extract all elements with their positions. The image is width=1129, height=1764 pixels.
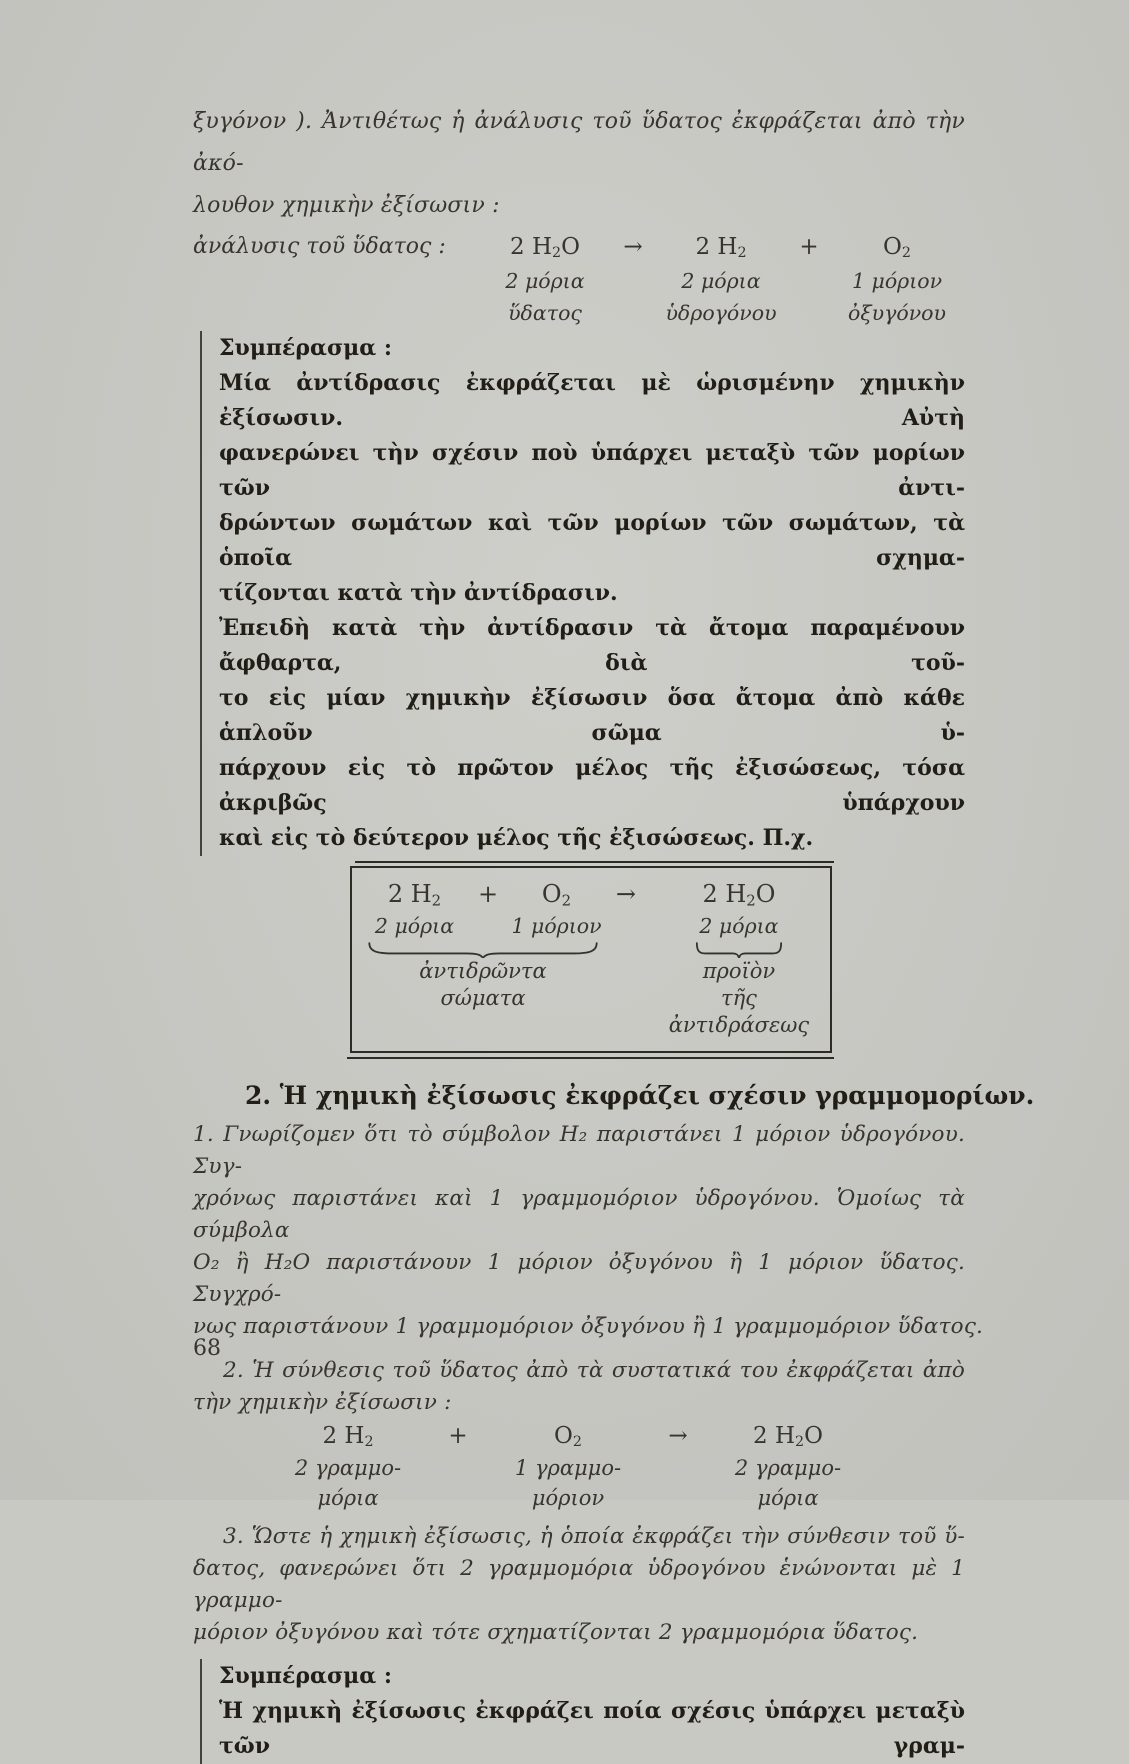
conclusion-line: το εἰς μίαν χημικὴν ἐξίσωσιν ὅσα ἄτομα ἀπὸ κάθε ἁπλοῦν σῶμα ὑ- bbox=[219, 685, 965, 746]
text-line: νως παριστάνουν 1 γραμμομόριον ὀξυγόνου ἢ 1 γραμμομόριον ὕδατος. bbox=[193, 1314, 984, 1339]
text-line: O₂ ἢ H₂O παριστάνουν 1 μόριον ὀξυγόνου ἢ 1 μόριον ὕδατος. Συγχρό- bbox=[193, 1250, 965, 1307]
formula-water: 2 $H_2O$ bbox=[510, 234, 580, 262]
equation-label: ἀνάλυσις τοῦ ὕδατος : bbox=[193, 234, 446, 259]
text-line: χρόνως παριστάνει καὶ 1 γραμμομόριον ὑδρογόνου. Ὁμοίως τὰ σύμβολα bbox=[193, 1186, 965, 1243]
intro-line: λουθον χημικὴν ἐξίσωσιν : bbox=[193, 193, 500, 218]
conclusion-line: φανερώνει τὴν σχέσιν ποὺ ὑπάρχει μεταξὺ τῶν μορίων τῶν ἀντι- bbox=[219, 440, 965, 501]
arrow-symbol: → bbox=[623, 234, 643, 260]
term-count: μόριον bbox=[531, 1486, 605, 1510]
text-line: τὴν χημικὴν ἐξίσωσιν : bbox=[193, 1390, 452, 1415]
conclusion-block-1 bbox=[200, 331, 965, 856]
reaction-box bbox=[350, 866, 832, 1053]
paragraph-3 bbox=[193, 1521, 965, 1649]
plus-symbol: + bbox=[799, 234, 819, 260]
term-oxygen bbox=[493, 1419, 643, 1513]
conclusion-line: Ἐπειδὴ κατὰ τὴν ἀντίδρασιν τὰ ἄτομα παραμένουν ἄφθαρτα, διὰ τοῦ- bbox=[219, 615, 965, 676]
term-name: ὕδατος bbox=[508, 301, 582, 325]
arrow-symbol: → bbox=[668, 1423, 688, 1449]
term-count: 2 μόρια bbox=[699, 914, 779, 938]
formula-hydrogen: 2 $H_2$ bbox=[695, 234, 747, 262]
text-line: μόριον ὀξυγόνου καὶ τότε σχηματίζονται 2 γραμμομόρια ὕδατος. bbox=[193, 1620, 919, 1645]
text-line: 3. Ὥστε ἡ χημικὴ ἐξίσωσις, ἡ ὁποία ἐκφράζει τὴν σύνθεσιν τοῦ ὕ- bbox=[223, 1524, 965, 1549]
term-count: 1 μόριον bbox=[851, 269, 943, 293]
term-count: 2 μόρια bbox=[505, 269, 585, 293]
paragraph-2 bbox=[193, 1355, 965, 1419]
term-count: μόρια bbox=[757, 1486, 819, 1510]
term-water bbox=[664, 876, 814, 940]
reactants-label: ἀντιδρῶντα bbox=[419, 959, 547, 983]
formula-water: 2 $H_2O$ bbox=[753, 1423, 823, 1451]
formula-oxygen: $O_2$ bbox=[554, 1423, 582, 1451]
text-line: 2. Ἡ σύνθεσις τοῦ ὕδατος ἀπὸ τὰ συστατικά του ἐκφράζεται ἀπὸ bbox=[223, 1358, 965, 1383]
conclusion-line: πάρχουν εἰς τὸ πρῶτον μέλος τῆς ἐξισώσεως, τόσα ἀκριβῶς ὑπάρχουν bbox=[219, 755, 965, 816]
conclusion-line: Ἡ χημικὴ ἐξίσωσις ἐκφράζει ποία σχέσις ὑπάρχει μεταξὺ τῶν γραμ- bbox=[219, 1698, 965, 1759]
plus-symbol: + bbox=[448, 1423, 468, 1449]
term-oxygen bbox=[509, 876, 604, 940]
term-name: ὑδρογόνου bbox=[665, 301, 777, 325]
term-count: 2 μόρια bbox=[681, 269, 761, 293]
reactants-label: σώματα bbox=[440, 986, 526, 1010]
term-water bbox=[485, 229, 605, 329]
page-content bbox=[193, 101, 1035, 1764]
intro-paragraph bbox=[193, 101, 965, 227]
plus-symbol: + bbox=[477, 880, 499, 908]
term-hydrogen bbox=[273, 1419, 423, 1513]
formula-water: 2 $H_2O$ bbox=[702, 880, 776, 910]
conclusion-title: Συμπέρασμα : bbox=[219, 335, 392, 361]
term-hydrogen bbox=[362, 876, 467, 940]
term-hydrogen bbox=[661, 229, 781, 329]
product-label: τῆς ἀντιδράσεως bbox=[668, 986, 810, 1037]
term-name: ὀξυγόνου bbox=[848, 301, 946, 325]
term-count: μόρια bbox=[317, 1486, 379, 1510]
term-water bbox=[713, 1419, 863, 1513]
underbrace bbox=[367, 942, 599, 958]
term-count: 2 γραμμο- bbox=[734, 1456, 842, 1480]
formula-hydrogen: 2 $H_2$ bbox=[322, 1423, 374, 1451]
product-group bbox=[658, 876, 820, 1039]
term-oxygen bbox=[837, 229, 957, 329]
arrow-symbol: → bbox=[615, 880, 636, 908]
equation-water-synthesis bbox=[273, 1419, 965, 1513]
product-label: προϊὸν bbox=[702, 959, 776, 983]
conclusion-line: τίζονται κατὰ τὴν ἀντίδρασιν. bbox=[219, 580, 618, 606]
formula-hydrogen: 2 $H_2$ bbox=[387, 880, 442, 910]
conclusion-line: καὶ εἰς τὸ δεύτερον μέλος τῆς ἐξισώσεως. Π.χ. bbox=[219, 825, 814, 851]
reactants-group bbox=[362, 876, 604, 1012]
term-count: 1 μόριον bbox=[511, 914, 602, 938]
text-line: δατος, φανερώνει ὅτι 2 γραμμομόρια ὑδρογόνου ἑνώνονται μὲ 1 γραμμο- bbox=[193, 1556, 965, 1613]
equation-water-analysis bbox=[193, 229, 965, 329]
formula-oxygen: $O_2$ bbox=[541, 880, 572, 910]
term-count: 2 μόρια bbox=[374, 914, 455, 938]
term-count: 1 γραμμο- bbox=[514, 1456, 622, 1480]
term-count: 2 γραμμο- bbox=[294, 1456, 402, 1480]
text-line: 1. Γνωρίζομεν ὅτι τὸ σύμβολον H₂ παριστάνει 1 μόριον ὑδρογόνου. Συγ- bbox=[193, 1122, 965, 1179]
formula-oxygen: $O_2$ bbox=[883, 234, 911, 262]
section-heading: 2. Ἡ χημικὴ ἐξίσωσις ἐκφράζει σχέσιν γραμμομορίων. bbox=[245, 1081, 1035, 1110]
conclusion-line: Μία ἀντίδρασις ἐκφράζεται μὲ ὡρισμένην χημικὴν ἐξίσωσιν. Αὐτὴ bbox=[219, 370, 965, 431]
paragraph-1 bbox=[193, 1119, 984, 1343]
conclusion-line: δρώντων σωμάτων καὶ τῶν μορίων τῶν σωμάτων, τὰ ὁποῖα σχημα- bbox=[219, 510, 965, 571]
underbrace bbox=[696, 942, 782, 958]
conclusion-title: Συμπέρασμα : bbox=[219, 1663, 392, 1689]
page-number: 68 bbox=[193, 1336, 221, 1361]
conclusion-block-2 bbox=[200, 1659, 965, 1764]
intro-line: ξυγόνον ). Ἀντιθέτως ἡ ἀνάλυσις τοῦ ὕδατος ἐκφράζεται ἀπὸ τὴν ἀκό- bbox=[193, 109, 965, 176]
